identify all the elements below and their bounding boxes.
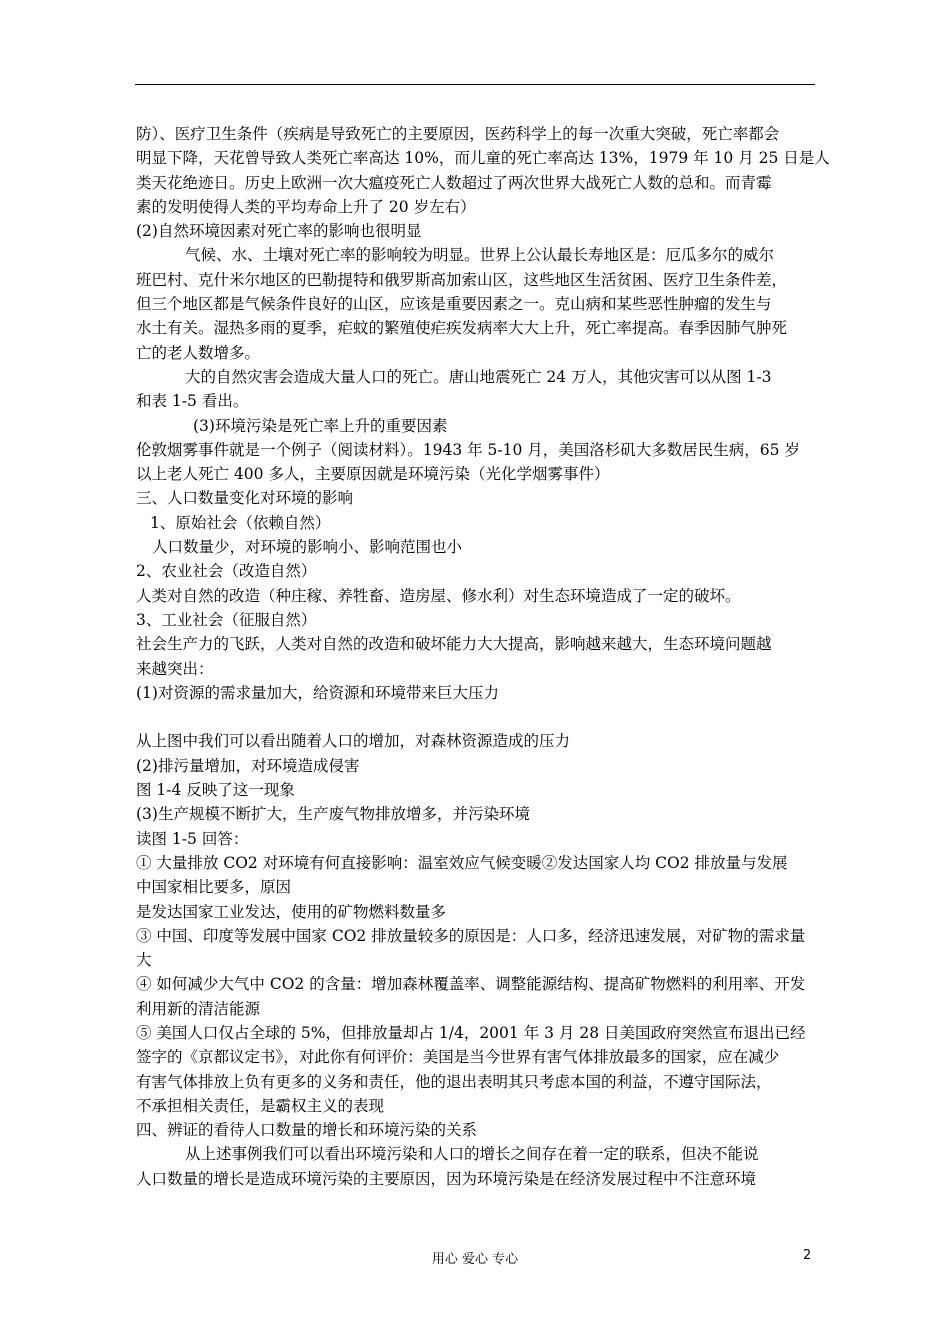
paragraph-line: 人口数量少，对环境的影响小、影响范围也小	[152, 538, 463, 557]
subheading: (2)排污量增加，对环境造成侵害	[136, 756, 360, 775]
paragraph-line: 大的自然灾害会造成大量人口的死亡。唐山地震死亡 24 万人，其他灾害可以从图 1-3	[185, 367, 772, 386]
paragraph-line: 图 1-4 反映了这一现象	[136, 781, 295, 800]
section-heading: 三、人口数量变化对环境的影响	[136, 489, 354, 508]
paragraph-line: 亡的老人数增多。	[136, 343, 261, 362]
paragraph-line: 从上述事例我们可以看出环境污染和人口的增长之间存在着一定的联系，但决不能说	[185, 1145, 759, 1164]
paragraph-line: 和表 1-5 看出。	[136, 392, 249, 411]
paragraph-line: 从上图中我们可以看出随着人口的增加，对森林资源造成的压力	[136, 732, 571, 751]
document-body	[136, 122, 830, 1191]
paragraph-line: 气候、水、土壤对死亡率的影响较为明显。世界上公认最长寿地区是：厄瓜多尔的威尔	[185, 246, 775, 265]
paragraph-line: 是发达国家工业发达，使用的矿物燃料数量多	[136, 902, 447, 921]
subheading: (2)自然环境因素对死亡率的影响也很明显	[136, 222, 422, 241]
paragraph-line: 有害气体排放上负有更多的义务和责任，他的退出表明其只考虑本国的利益，不遵守国际法，	[136, 1072, 772, 1091]
paragraph-line: 读图 1-5 回答：	[136, 829, 249, 848]
list-item: ⑤ 美国人口仅占全球的 5%，但排放量却占 1/4，2001 年 3 月 28 日美国政府突然宣布退出已经	[136, 1023, 806, 1042]
paragraph-line: 利用新的清洁能源	[136, 999, 261, 1018]
paragraph-line: 素的发明使得人类的平均寿命上升了 20 岁左右）	[136, 197, 476, 216]
paragraph-line: 社会生产力的飞跃，人类对自然的改造和破坏能力大大提高，影响越来越大，生态环境问题越	[136, 635, 772, 654]
subheading: (1)对资源的需求量加大，给资源和环境带来巨大压力	[136, 683, 499, 702]
paragraph-line: 中国家相比要多，原因	[136, 878, 292, 897]
subheading: 2、农业社会（改造自然）	[136, 562, 317, 581]
footer-motto: 用心 爱心 专心	[431, 1252, 519, 1267]
header-rule	[135, 84, 815, 85]
paragraph-line: 伦敦烟雾事件就是一个例子（阅读材料）。1943 年 5-10 月，美国洛杉矶大多数居民生病，65 岁	[136, 440, 800, 459]
paragraph-line: 水土有关。湿热多雨的夏季，疟蚊的繁殖使疟疾发病率大大上升，死亡率提高。春季因肺气肿死	[136, 319, 788, 338]
paragraph-line: 但三个地区都是气候条件良好的山区，应该是重要因素之一。克山病和某些恶性肿瘤的发生与	[136, 295, 772, 314]
subheading: (3)环境污染是死亡率上升的重要因素	[193, 416, 448, 435]
paragraph-line: 防）、医疗卫生条件（疾病是导致死亡的主要原因，医药科学上的每一次重大突破，死亡率都会	[136, 125, 780, 143]
paragraph-line: 明显下降，天花曾导致人类死亡率高达 10%，而儿童的死亡率高达 13%，1979 年 10 月 25 日是人	[136, 149, 830, 168]
subheading: 1、原始社会（依赖自然）	[150, 513, 331, 532]
paragraph-line: 以上老人死亡 400 多人，主要原因就是环境污染（光化学烟雾事件）	[136, 465, 610, 484]
paragraph-line: 人类对自然的改造（种庄稼、养牲畜、造房屋、修水利）对生态环境造成了一定的破坏。	[136, 586, 741, 605]
paragraph-line: 类天花绝迹日。历史上欧洲一次大瘟疫死亡人数超过了两次世界大战死亡人数的总和。而青霉	[136, 173, 772, 192]
list-item: ① 大量排放 CO2 对环境有何直接影响：温室效应气候变暖②发达国家人均 CO2 排放量与发展	[136, 853, 788, 872]
subheading: 3、工业社会（征服自然）	[136, 610, 317, 629]
list-item: ④ 如何减少大气中 CO2 的含量：增加森林覆盖率、调整能源结构、提高矿物燃料的利用率、开发	[136, 975, 806, 994]
paragraph-line: 班巴村、克什米尔地区的巴勒提特和俄罗斯高加索山区，这些地区生活贫困、医疗卫生条件差，	[136, 270, 788, 289]
blank-line	[136, 705, 816, 729]
page-number: 2	[803, 1248, 812, 1263]
list-item: ③ 中国、印度等发展中国家 CO2 排放量较多的原因是：人口多，经济迅速发展，对矿物的需求量	[136, 926, 806, 945]
paragraph-line: 人口数量的增长是造成环境污染的主要原因，因为环境污染是在经济发展过程中不注意环境	[136, 1169, 757, 1188]
paragraph-line: 来越突出：	[136, 659, 214, 678]
paragraph-line: 大	[136, 951, 152, 970]
subheading: (3)生产规模不断扩大，生产废气物排放增多，并污染环境	[136, 805, 530, 824]
paragraph-line: 签字的《京都议定书》，对此你有何评价：美国是当今世界有害气体排放最多的国家，应在减少	[136, 1048, 780, 1067]
paragraph-line: 不承担相关责任，是霸权主义的表现	[136, 1096, 385, 1115]
section-heading: 四、辨证的看待人口数量的增长和环境污染的关系	[136, 1121, 478, 1140]
